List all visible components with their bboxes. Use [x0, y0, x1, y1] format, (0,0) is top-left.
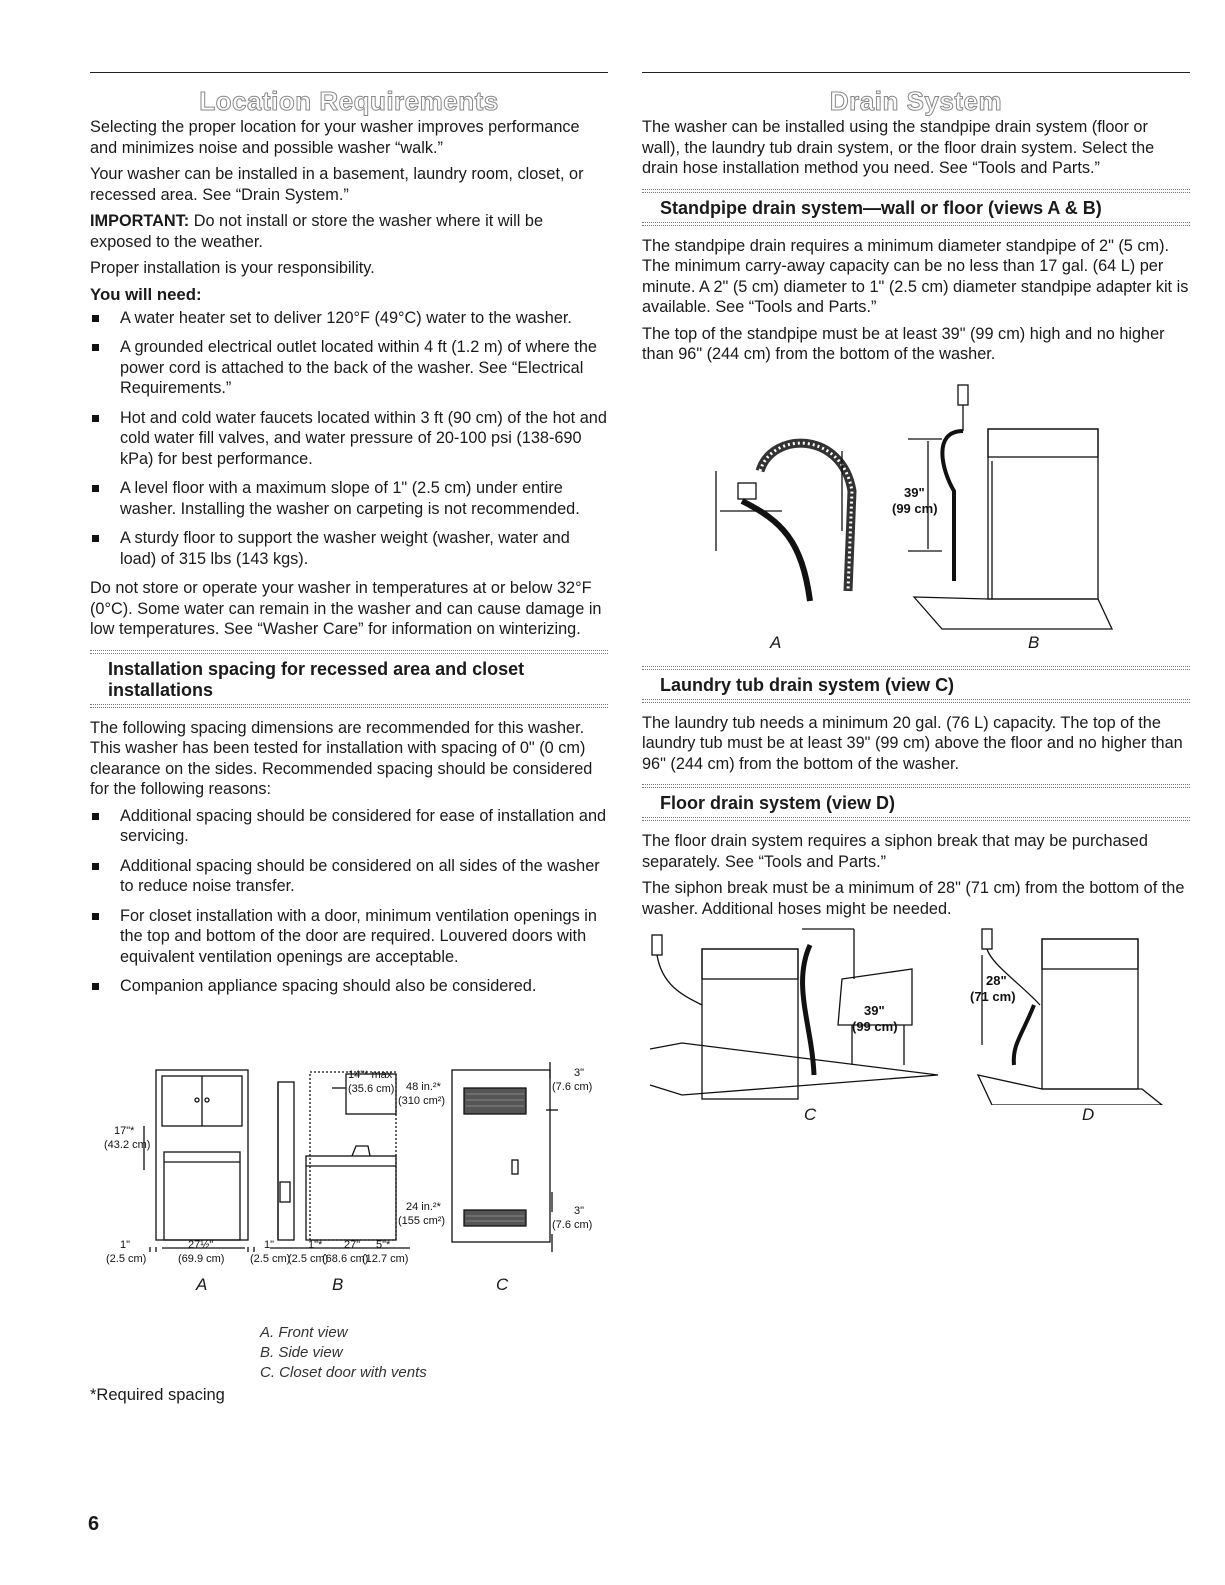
- list-item: Companion appliance spacing should also be considered.: [90, 976, 608, 997]
- dim-17: 17"*: [114, 1125, 135, 1137]
- temperature-warning: Do not store or operate your washer in temperatures at or below 32°F (0°C). Some water can remain in the washer and can cause damage in low temperatures. See “Washer Care” for information on winterizing.: [90, 579, 602, 638]
- need-heading: You will need:: [90, 284, 202, 304]
- important-note: [90, 211, 608, 252]
- dim-3-top-cm: (7.6 cm): [552, 1081, 593, 1093]
- dim-27half-cm: (69.9 cm): [178, 1253, 225, 1265]
- required-spacing-footnote: *Required spacing: [90, 1386, 225, 1404]
- intro-paragraph: Your washer can be installed in a basement, laundry room, closet, or recessed area. See “Drain System.”: [90, 165, 584, 204]
- dim-1b-cm: (2.5 cm): [250, 1253, 291, 1265]
- dim-39-c: 39": [864, 1003, 885, 1018]
- dim-27half: 27½": [188, 1239, 214, 1251]
- dim-48-cm: (310 cm²): [398, 1095, 446, 1107]
- view-b-drawing: [908, 385, 1112, 629]
- dim-3-bot-cm: (7.6 cm): [552, 1219, 593, 1231]
- closet-door-drawing: [452, 1062, 558, 1252]
- floor-paragraph: The siphon break must be a minimum of 28" (71 cm) from the bottom of the washer. Additional hoses might be needed.: [642, 879, 1185, 918]
- page-number: 6: [88, 1513, 100, 1535]
- list-item: A level floor with a maximum slope of 1" (2.5 cm) under entire washer. Installing the washer on carpeting is not recommended.: [90, 478, 608, 519]
- section-title: Drain System: [829, 86, 1003, 116]
- dim-1a-cm: (2.5 cm): [106, 1253, 147, 1265]
- section-title: Location Requirements: [199, 86, 499, 116]
- list-item: Additional spacing should be considered for ease of installation and servicing.: [90, 806, 608, 847]
- dim-27-cm: (68.6 cm): [322, 1253, 369, 1265]
- caption-b: B. Side view: [260, 1344, 343, 1361]
- spacing-subheading: [90, 650, 608, 708]
- spacing-diagram-svg: [100, 1062, 610, 1302]
- dim-1b: 1": [264, 1239, 275, 1251]
- caption-c: C. Closet door with vents: [260, 1364, 427, 1381]
- figure-label-d: D: [1082, 1105, 1095, 1124]
- dotted-rule: [642, 222, 1190, 226]
- standpipe-paragraph: The top of the standpipe must be at least 39" (99 cm) high and no higher than 96" (244 cm) from the bottom of the washer.: [642, 324, 1165, 363]
- dotted-rule: [642, 817, 1190, 821]
- spacing-heading: Installation spacing for recessed area and closet installations: [108, 658, 525, 700]
- dim-39-ab: 39": [904, 484, 925, 500]
- standpipe-heading: Standpipe drain system—wall or floor (views A & B): [660, 197, 1102, 218]
- list-item: A sturdy floor to support the washer weight (washer, water and load) of 315 lbs (143 kgs).: [90, 528, 608, 569]
- dim-99-c: (99 cm): [852, 1019, 898, 1034]
- dim-3-bot: 3": [574, 1205, 585, 1217]
- dim-17-cm: (43.2 cm): [104, 1139, 151, 1151]
- floor-paragraph: The floor drain system requires a siphon break that may be purchased separately. See “Tools and Parts.”: [642, 832, 1148, 871]
- location-requirements-section: [90, 72, 608, 1006]
- list-item: Additional spacing should be considered on all sides of the washer to reduce noise transfer.: [90, 856, 608, 897]
- top-rule: [90, 72, 608, 73]
- dim-48: 48 in.²*: [406, 1081, 441, 1093]
- dim-1c: 1"*: [308, 1239, 323, 1251]
- figure-label-c: C: [804, 1105, 817, 1124]
- important-text: Do not install or store the washer where it will be exposed to the weather.: [90, 212, 544, 251]
- view-a-drawing: [716, 443, 852, 601]
- dim-14-cm: (35.6 cm): [348, 1083, 395, 1095]
- figure-label-a: A: [196, 1275, 208, 1294]
- dotted-rule: [90, 704, 608, 708]
- figure-label-b: B: [332, 1275, 344, 1294]
- standpipe-paragraph: The standpipe drain requires a minimum diameter standpipe of 2" (5 cm). The minimum carry-away capacity can be no less than 17 gal. (64 L) per minute. A 2" (5 cm) diameter to 1" (2.5 cm) diameter standpipe adapter kit is available. See “Tools and Parts.”: [642, 236, 1189, 316]
- tub-floor-diagram: [642, 925, 1190, 1125]
- spacing-intro: The following spacing dimensions are recommended for this washer. This washer has been tested for installation with spacing of 0" (0 cm) clearance on the sides. Recommended spacing should be considered for the following reasons:: [90, 718, 593, 798]
- dim-5-cm: (12.7 cm): [362, 1253, 409, 1265]
- responsibility-note: Proper installation is your responsibility.: [90, 259, 375, 277]
- spacing-diagram: [100, 1062, 610, 1302]
- dim-71-d: (71 cm): [970, 989, 1016, 1004]
- view-c-drawing: [650, 929, 938, 1099]
- dim-99-ab: (99 cm): [892, 500, 938, 516]
- drain-system-section: [642, 72, 1190, 1125]
- list-item: A grounded electrical outlet located within 4 ft (1.2 m) of where the power cord is attached to the back of the washer. See “Electrical Requirements.”: [90, 337, 608, 399]
- standpipe-subheading: [642, 189, 1190, 226]
- figure-label-b: B: [1028, 632, 1040, 652]
- list-item: A water heater set to deliver 120°F (49°C) water to the washer.: [90, 308, 608, 329]
- dim-1c-cm: (2.5 cm): [288, 1253, 329, 1265]
- figure-label-a: A: [770, 632, 782, 652]
- intro-paragraph: Selecting the proper location for your washer improves performance and minimizes noise and possible washer “walk.”: [90, 118, 580, 157]
- need-list: [90, 308, 608, 570]
- front-view-drawing: [144, 1070, 254, 1252]
- caption-a: A. Front view: [260, 1324, 348, 1341]
- floor-heading: Floor drain system (view D): [660, 793, 896, 813]
- dim-27: 27": [344, 1239, 361, 1251]
- top-rule: [642, 72, 1190, 73]
- dim-5: 5"*: [376, 1239, 391, 1251]
- list-item: For closet installation with a door, minimum ventilation openings in the top and bottom of the door are required. Louvered doors with equivalent ventilation openings are acceptable.: [90, 906, 608, 968]
- tub-heading: Laundry tub drain system (view C): [660, 674, 955, 695]
- figure-label-c: C: [496, 1275, 509, 1294]
- spacing-list: [90, 806, 608, 997]
- standpipe-diagram: [642, 371, 1190, 656]
- dim-3-top: 3": [574, 1067, 585, 1079]
- tub-floor-diagram-svg: [642, 925, 1190, 1105]
- dim-14: 14"* max: [348, 1069, 393, 1081]
- dotted-rule: [642, 699, 1190, 703]
- view-d-drawing: [978, 929, 1162, 1105]
- dim-28-d: 28": [986, 973, 1007, 988]
- standpipe-diagram-svg: [642, 371, 1190, 631]
- tub-subheading: [642, 666, 1190, 703]
- figure-captions: [260, 1323, 427, 1383]
- tub-paragraph: The laundry tub needs a minimum 20 gal. (76 L) capacity. The top of the laundry tub must be at least 39" (99 cm) above the floor and no higher than 96" (244 cm) from the bottom of the washer.: [642, 713, 1183, 773]
- drain-intro: The washer can be installed using the standpipe drain system (floor or wall), the laundry tub drain system, or the floor drain system. Select the drain hose installation method you need. See “Tools and Parts.”: [642, 118, 1155, 177]
- floor-subheading: [642, 784, 1190, 821]
- dim-24-cm: (155 cm²): [398, 1215, 446, 1227]
- dim-1a: 1": [120, 1239, 131, 1251]
- dim-24: 24 in.²*: [406, 1201, 441, 1213]
- important-label: IMPORTANT:: [90, 212, 190, 230]
- list-item: Hot and cold water faucets located within 3 ft (90 cm) of the hot and cold water fill valves, and water pressure of 20-100 psi (138-690 kPa) for best performance.: [90, 408, 608, 470]
- side-view-drawing: [270, 1072, 410, 1248]
